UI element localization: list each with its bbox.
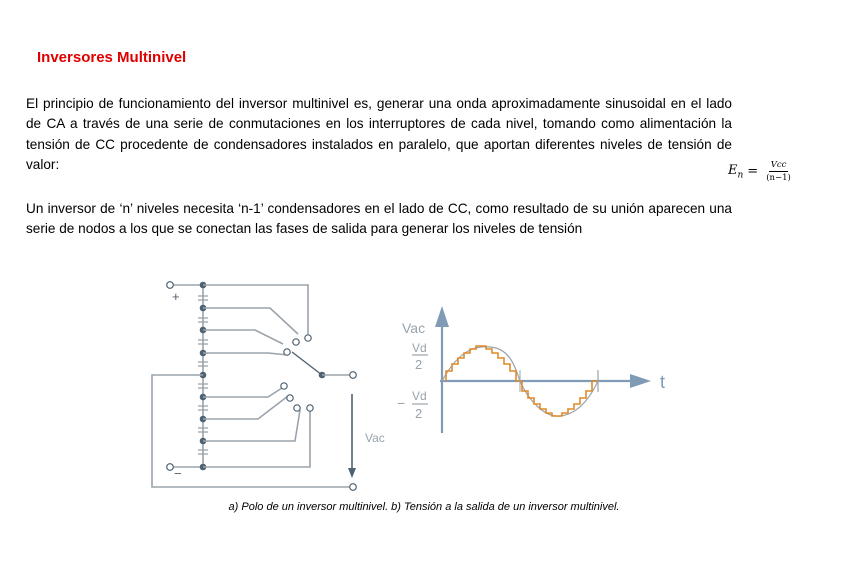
return-terminal (350, 484, 357, 491)
circuit-diagram (152, 282, 385, 491)
minus-label: − (174, 466, 182, 481)
plus-terminal (167, 282, 174, 289)
formula-lhs-subscript: n (737, 170, 744, 181)
wave-t-label: t (660, 372, 666, 392)
wave-vac-label: Vac (402, 320, 426, 336)
formula-numerator: Vcc (770, 160, 787, 170)
wave-minus-label: − (397, 395, 406, 411)
wave-two-label-top: 2 (415, 357, 423, 372)
formula-equals: = (747, 164, 759, 179)
figure-caption: a) Polo de un inversor multinivel. b) Tensión a la salida de un inversor multinivel. (228, 501, 620, 513)
paragraph-principle: El principio de funcionamiento del inversor multinivel es, generar una onda aproximadamente sinusoidal en el lado de CA a través de una serie de conmutaciones en los interruptores de cada nivel, tomando como alimentación la tensión de CC procedente de condensadores instalados en paralelo, que aportan diferentes niveles de tensión de valor: (26, 96, 732, 172)
paragraph-levels: Un inversor de ‘n’ niveles necesita ‘n-1’ condensadores en el lado de CC, como resultado de su unión aparecen una serie de nodos a los que se conectan las fases de salida para generar los niveles de tensión (26, 201, 732, 237)
bus-nodes (200, 282, 207, 471)
section-title: Inversores Multinivel (37, 49, 187, 66)
plus-label: + (172, 289, 180, 304)
waveform-plot (397, 306, 665, 433)
formula-lhs: $E_n$ (728, 162, 744, 181)
output-terminal (350, 372, 357, 379)
wave-vd-label-top: Vd (412, 341, 427, 355)
wave-vd-label-bottom: Vd (412, 389, 427, 403)
wave-two-label-bottom: 2 (415, 406, 423, 421)
formula-denominator: (n−1) (766, 173, 791, 183)
minus-terminal (167, 464, 174, 471)
circuit-vac-label: Vac (365, 431, 385, 445)
